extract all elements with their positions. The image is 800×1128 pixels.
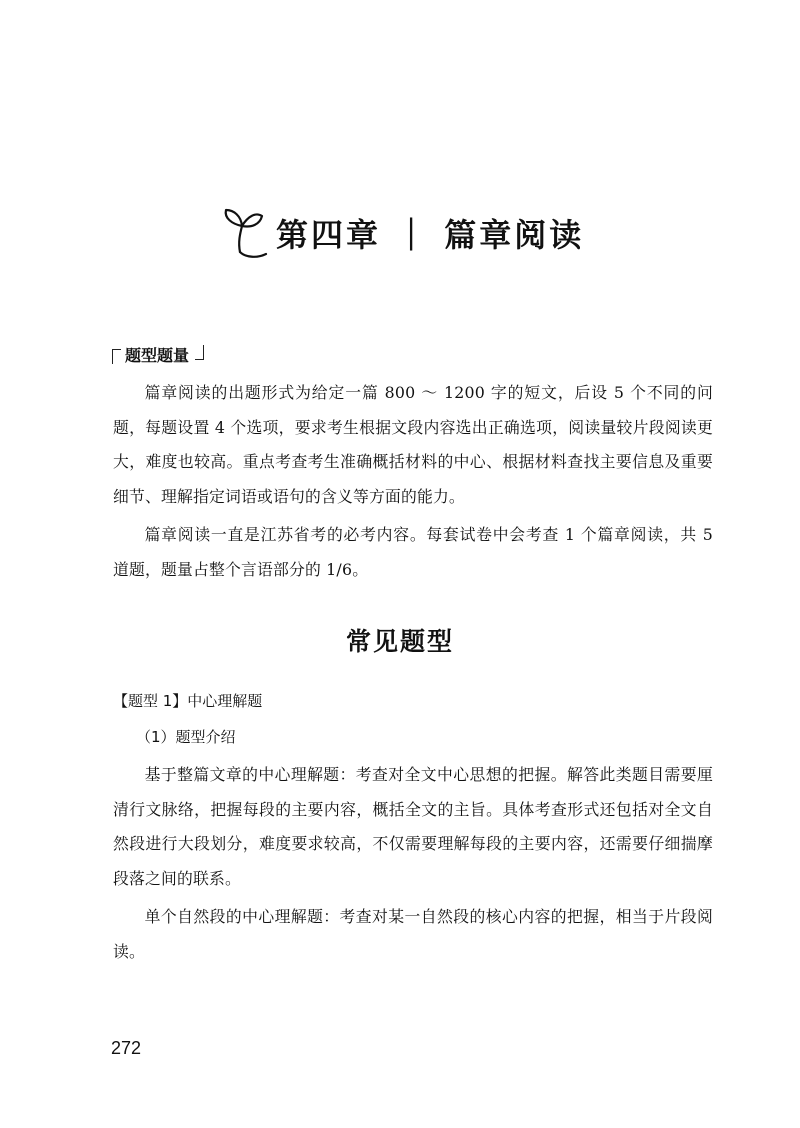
sub-label: （1）题型介绍 <box>136 728 236 746</box>
bracket-left-icon <box>112 349 121 364</box>
common-types-title: 常见题型 <box>345 627 454 656</box>
type-paragraph-2: 单个自然段的中心理解题：考查对某一自然段的核心内容的把握，相当于片段阅读。 <box>113 907 713 961</box>
section-header-label: 题型题量 <box>125 346 190 365</box>
chapter-heading <box>210 198 584 268</box>
section-header <box>112 343 204 366</box>
intro-paragraph-1: 篇章阅读的出题形式为给定一篇 800 ～ 1200 字的短文，后设 5 个不同的问题，每题设置 4 个选项，要求考生根据文段内容选出正确选项，阅读量较片段阅读更大，难度也较高。重点考查考生准确概括材料的中心、根据材料查找主要信息及重要细节、理解指定词语或语句的含义等方面的能力。 <box>113 383 713 506</box>
bracket-right-icon <box>195 345 204 360</box>
chapter-title: 第四章 ｜ 篇章阅读 <box>276 216 585 254</box>
page-number: 272 <box>111 1038 142 1058</box>
type-label: 【题型 1】中心理解题 <box>113 692 263 710</box>
sprout-icon <box>210 202 272 264</box>
intro-paragraph-2: 篇章阅读一直是江苏省考的必考内容。每套试卷中会考查 1 个篇章阅读，共 5 道题，题量占整个言语部分的 1/6。 <box>113 525 713 579</box>
type-paragraph-1: 基于整篇文章的中心理解题：考查对全文中心思想的把握。解答此类题目需要厘清行文脉络，把握每段的主要内容，概括全文的主旨。具体考查形式还包括对全文自然段进行大段划分，难度要求较高，不仅需要理解每段的主要内容，还需要仔细揣摩段落之间的联系。 <box>113 765 713 888</box>
